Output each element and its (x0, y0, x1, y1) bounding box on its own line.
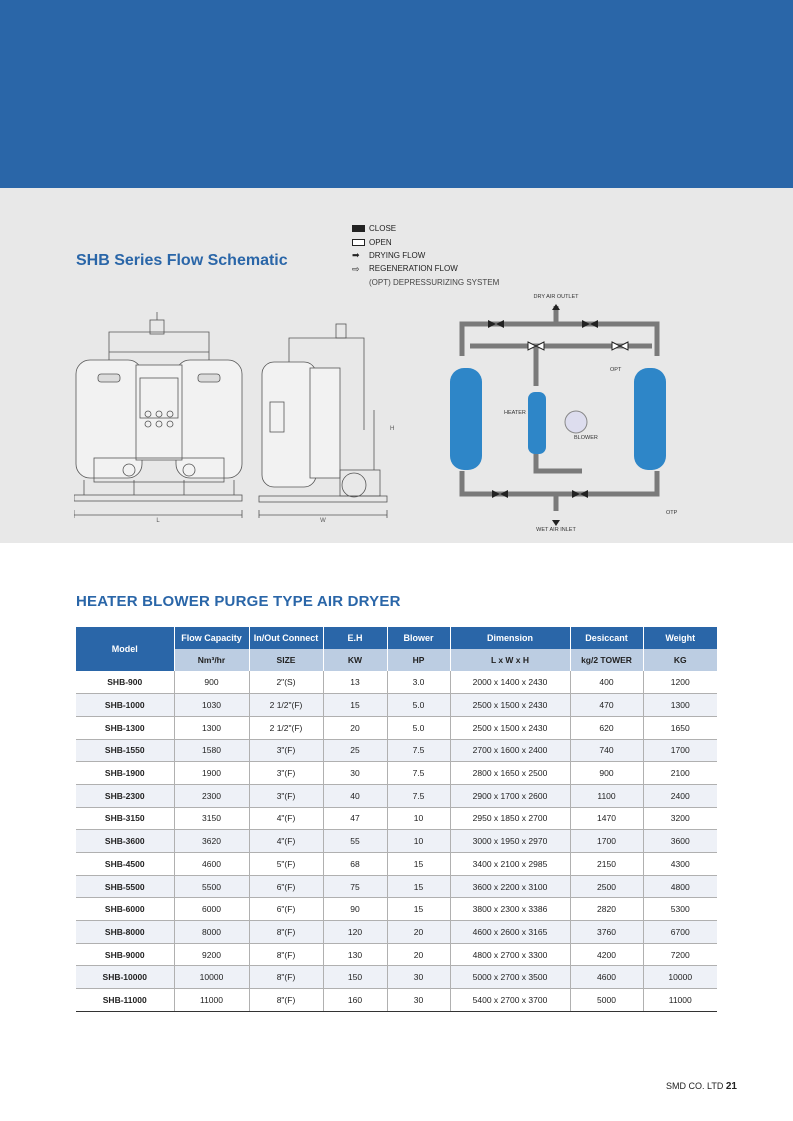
table-cell: 900 (570, 762, 643, 785)
table-cell: 8"(F) (249, 943, 323, 966)
table-cell: 3000 x 1950 x 2970 (450, 830, 570, 853)
table-cell: 30 (323, 762, 387, 785)
table-cell: 1100 (570, 784, 643, 807)
table-cell: 5"(F) (249, 853, 323, 876)
model-cell: SHB-10000 (76, 966, 174, 989)
table-cell: 7200 (643, 943, 717, 966)
dry-air-outlet-label: DRY AIR OUTLET (533, 294, 579, 300)
left-tower (450, 368, 482, 470)
dim-w-label: W (320, 518, 326, 524)
spec-table (76, 627, 717, 1012)
table-cell: 25 (323, 739, 387, 762)
spec-table-body (76, 671, 717, 1011)
table-cell: 7.5 (387, 762, 450, 785)
table-cell: 4600 (174, 853, 249, 876)
table-cell: 90 (323, 898, 387, 921)
table-cell: 10 (387, 830, 450, 853)
table-row (76, 784, 717, 807)
model-cell: SHB-4500 (76, 853, 174, 876)
page-number: 21 (725, 1081, 737, 1092)
table-cell: 900 (174, 671, 249, 694)
flow-schematic-diagram (432, 276, 688, 534)
footer-company: SMD CO. LTD (666, 1081, 724, 1091)
inlet-arrow-icon (552, 520, 560, 526)
right-tower (634, 368, 666, 470)
table-cell: 3"(F) (249, 739, 323, 762)
dim-h-label: H (390, 426, 395, 432)
table-cell: 1300 (174, 716, 249, 739)
table-cell: 75 (323, 875, 387, 898)
model-cell: SHB-11000 (76, 989, 174, 1012)
table-cell: 2000 x 1400 x 2430 (450, 671, 570, 694)
model-cell: SHB-900 (76, 671, 174, 694)
blower-label: BLOWER (574, 435, 598, 441)
machine-drawing (74, 310, 404, 525)
table-cell: 1300 (643, 694, 717, 717)
header-blower: Blower (387, 627, 450, 649)
opt-label: OPT (610, 367, 622, 373)
table-cell: 1700 (643, 739, 717, 762)
table-cell: 2900 x 1700 x 2600 (450, 784, 570, 807)
table-cell: 8"(F) (249, 921, 323, 944)
table-cell: 8"(F) (249, 966, 323, 989)
table-row (76, 762, 717, 785)
table-cell: 3600 (643, 830, 717, 853)
model-cell: SHB-1300 (76, 716, 174, 739)
table-cell: 2950 x 1850 x 2700 (450, 807, 570, 830)
table-cell: 120 (323, 921, 387, 944)
legend-regeneration: ⇨ REGENERATION FLOW (352, 263, 458, 274)
table-cell: 20 (323, 716, 387, 739)
header-dimension: Dimension (450, 627, 570, 649)
table-cell: 15 (387, 853, 450, 876)
table-cell: 1470 (570, 807, 643, 830)
close-swatch (352, 225, 365, 232)
table-row (76, 716, 717, 739)
unit-dimension: L x W x H (450, 649, 570, 671)
table-cell: 5400 x 2700 x 3700 (450, 989, 570, 1012)
header-eh: E.H (323, 627, 387, 649)
table-cell: 6700 (643, 921, 717, 944)
table-cell: 40 (323, 784, 387, 807)
table-cell: 3400 x 2100 x 2985 (450, 853, 570, 876)
table-row (76, 943, 717, 966)
table-row (76, 989, 717, 1012)
table-cell: 2500 (570, 875, 643, 898)
table-row (76, 694, 717, 717)
open-swatch (352, 239, 365, 246)
table-row (76, 966, 717, 989)
table-cell: 13 (323, 671, 387, 694)
table-cell: 1650 (643, 716, 717, 739)
table-cell: 47 (323, 807, 387, 830)
table-row (76, 853, 717, 876)
table-cell: 620 (570, 716, 643, 739)
table-cell: 15 (387, 898, 450, 921)
table-cell: 20 (387, 921, 450, 944)
wet-air-inlet-label: WET AIR INLET (536, 527, 576, 533)
table-row (76, 671, 717, 694)
table-cell: 1700 (570, 830, 643, 853)
table-cell: 2150 (570, 853, 643, 876)
model-cell: SHB-3150 (76, 807, 174, 830)
legend-drying: ➡ DRYING FLOW (352, 250, 426, 261)
table-cell: 20 (387, 943, 450, 966)
footer (666, 1081, 737, 1092)
model-cell: SHB-1000 (76, 694, 174, 717)
table-cell: 1200 (643, 671, 717, 694)
table-cell: 4600 x 2600 x 3165 (450, 921, 570, 944)
table-cell: 2800 x 1650 x 2500 (450, 762, 570, 785)
legend-opt: (OPT) DEPRESSURIZING SYSTEM (369, 277, 500, 287)
table-cell: 7.5 (387, 784, 450, 807)
table-cell: 55 (323, 830, 387, 853)
table-cell: 160 (323, 989, 387, 1012)
table-cell: 10000 (174, 966, 249, 989)
table-cell: 2"(S) (249, 671, 323, 694)
table-row (76, 898, 717, 921)
table-cell: 7.5 (387, 739, 450, 762)
table-cell: 30 (387, 989, 450, 1012)
table-cell: 4"(F) (249, 830, 323, 853)
model-cell: SHB-3600 (76, 830, 174, 853)
table-cell: 2 1/2"(F) (249, 694, 323, 717)
header-connect: In/Out Connect (249, 627, 323, 649)
header-weight: Weight (643, 627, 717, 649)
table-cell: 4200 (570, 943, 643, 966)
table-row (76, 875, 717, 898)
unit-desiccant: kg/2 TOWER (570, 649, 643, 671)
model-cell: SHB-9000 (76, 943, 174, 966)
table-cell: 3200 (643, 807, 717, 830)
model-cell: SHB-1550 (76, 739, 174, 762)
header-model: Model (76, 627, 174, 671)
table-cell: 11000 (174, 989, 249, 1012)
table-cell: 3620 (174, 830, 249, 853)
legend-close: CLOSE (352, 222, 499, 235)
table-cell: 15 (323, 694, 387, 717)
table-cell: 1030 (174, 694, 249, 717)
heater-label: HEATER (504, 410, 526, 416)
table-cell: 6000 (174, 898, 249, 921)
table-cell: 3"(F) (249, 762, 323, 785)
unit-weight: KG (643, 649, 717, 671)
table-cell: 5000 x 2700 x 3500 (450, 966, 570, 989)
unit-blower: HP (387, 649, 450, 671)
table-cell: 6"(F) (249, 875, 323, 898)
table-cell: 1900 (174, 762, 249, 785)
table-cell: 6"(F) (249, 898, 323, 921)
table-cell: 5300 (643, 898, 717, 921)
table-row (76, 921, 717, 944)
table-cell: 1580 (174, 739, 249, 762)
table-cell: 68 (323, 853, 387, 876)
unit-connect: SIZE (249, 649, 323, 671)
blower-fan-icon (565, 411, 587, 433)
table-row (76, 807, 717, 830)
table-cell: 150 (323, 966, 387, 989)
header-band (0, 0, 793, 188)
table-cell: 5.0 (387, 694, 450, 717)
table-cell: 2300 (174, 784, 249, 807)
model-cell: SHB-1900 (76, 762, 174, 785)
table-row (76, 739, 717, 762)
hollow-arrow-icon: ⇨ (352, 263, 360, 274)
legend-open: OPEN (352, 235, 499, 248)
table-cell: 3.0 (387, 671, 450, 694)
table-cell: 5.0 (387, 716, 450, 739)
table-cell: 10000 (643, 966, 717, 989)
model-cell: SHB-6000 (76, 898, 174, 921)
table-row (76, 830, 717, 853)
solid-arrow-icon: ➡ (352, 250, 360, 261)
table-cell: 2700 x 1600 x 2400 (450, 739, 570, 762)
table-cell: 4300 (643, 853, 717, 876)
table-cell: 4800 (643, 875, 717, 898)
table-cell: 8"(F) (249, 989, 323, 1012)
table-cell: 3"(F) (249, 784, 323, 807)
table-cell: 3150 (174, 807, 249, 830)
table-cell: 4600 (570, 966, 643, 989)
model-cell: SHB-2300 (76, 784, 174, 807)
table-cell: 8000 (174, 921, 249, 944)
table-title: HEATER BLOWER PURGE TYPE AIR DRYER (76, 593, 401, 610)
table-cell: 3800 x 2300 x 3386 (450, 898, 570, 921)
outlet-arrow-icon (552, 304, 560, 310)
table-cell: 3760 (570, 921, 643, 944)
header-flow: Flow Capacity (174, 627, 249, 649)
otp-label: OTP (666, 510, 678, 516)
model-cell: SHB-8000 (76, 921, 174, 944)
table-cell: 3600 x 2200 x 3100 (450, 875, 570, 898)
table-cell: 2400 (643, 784, 717, 807)
table-cell: 15 (387, 875, 450, 898)
table-cell: 11000 (643, 989, 717, 1012)
heater-vessel (528, 392, 546, 454)
table-cell: 470 (570, 694, 643, 717)
header-desiccant: Desiccant (570, 627, 643, 649)
dim-l-label: L (156, 518, 160, 524)
table-cell: 5000 (570, 989, 643, 1012)
table-cell: 2820 (570, 898, 643, 921)
unit-flow: Nm³/hr (174, 649, 249, 671)
table-cell: 4800 x 2700 x 3300 (450, 943, 570, 966)
schematic-title: SHB Series Flow Schematic (76, 252, 288, 269)
table-cell: 30 (387, 966, 450, 989)
table-cell: 4"(F) (249, 807, 323, 830)
model-cell: SHB-5500 (76, 875, 174, 898)
table-cell: 2100 (643, 762, 717, 785)
table-cell: 2500 x 1500 x 2430 (450, 694, 570, 717)
table-cell: 740 (570, 739, 643, 762)
table-cell: 9200 (174, 943, 249, 966)
table-cell: 5500 (174, 875, 249, 898)
table-cell: 400 (570, 671, 643, 694)
table-cell: 10 (387, 807, 450, 830)
table-cell: 2500 x 1500 x 2430 (450, 716, 570, 739)
unit-eh: KW (323, 649, 387, 671)
table-cell: 2 1/2"(F) (249, 716, 323, 739)
table-cell: 130 (323, 943, 387, 966)
